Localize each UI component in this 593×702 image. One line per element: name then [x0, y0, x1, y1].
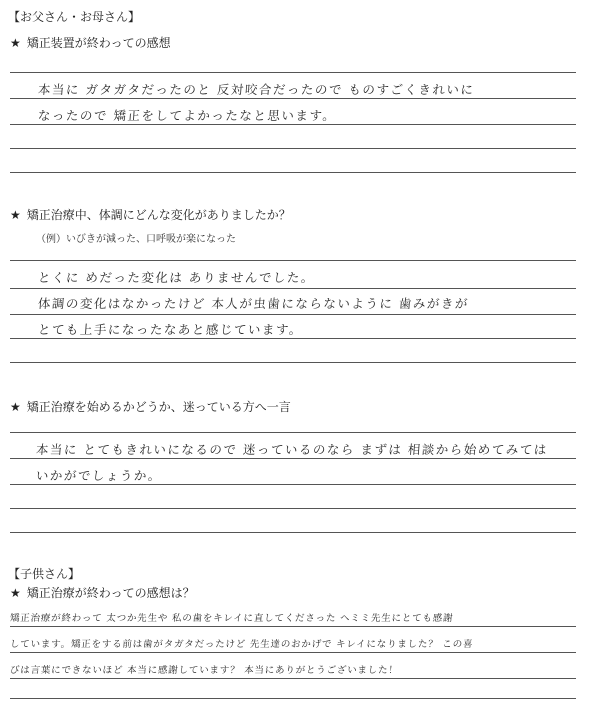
answer-rule — [10, 148, 576, 149]
parents-question-3 — [10, 398, 291, 415]
question-text: 矯正装置が終わっての感想 — [26, 36, 171, 50]
question-text: 矯正治療中、体調にどんな変化がありましたか？ — [26, 208, 291, 222]
question-text: 矯正治療を始めるかどうか、迷っている方へ一言 — [26, 400, 291, 414]
answer-rule — [10, 72, 576, 73]
child-section-label: 【子供さん】 — [8, 567, 81, 581]
answer-rule — [10, 288, 576, 289]
answer-rule — [10, 124, 576, 125]
parents-question-2 — [10, 206, 291, 223]
star-icon: ★ — [10, 586, 21, 600]
handwritten-answer-line: 本当に とてもきれいになるので 迷っているのなら まずは 相談から始めてみては — [35, 442, 549, 457]
handwritten-answer-line: 体調の変化はなかったけど 本人が虫歯にならないように 歯みがきが — [37, 296, 470, 311]
answer-rule — [10, 678, 576, 679]
answer-rule — [10, 98, 576, 99]
answer-rule — [10, 484, 576, 485]
answer-rule — [10, 698, 576, 699]
handwritten-answer-line: びは言葉にできないほど 本当に感謝しています？ 本当にありがとうございました！ — [9, 665, 400, 676]
answer-rule — [10, 432, 576, 433]
handwritten-answer-line: とても上手になったなあと感じています。 — [37, 322, 304, 337]
answer-rule — [10, 362, 576, 363]
answer-rule — [10, 260, 576, 261]
answer-rule — [10, 458, 576, 459]
handwritten-answer-line: なったので 矯正をしてよかったなと思います。 — [37, 108, 337, 123]
answer-rule — [10, 652, 576, 653]
handwritten-answer-line: しています。矯正をする前は歯がタガタだったけど 先生達のおかげで キレイになりました？ この喜 — [9, 639, 474, 650]
handwritten-answer-line: 本当に ガタガタだったのと 反対咬合だったので ものすごくきれいに — [37, 82, 475, 97]
answer-rule — [10, 626, 576, 627]
handwritten-answer-line: 矯正治療が終わって 太つか先生や 私の歯をキレイに直してくださった ヘミミ先生にとても感謝 — [9, 613, 454, 624]
handwritten-answer-line: とくに めだった変化は ありませんでした。 — [37, 270, 316, 285]
answer-rule — [10, 508, 576, 509]
parents-question-1 — [10, 34, 171, 51]
child-question-1 — [10, 584, 195, 601]
handwritten-answer-line: いかがでしょうか。 — [35, 468, 163, 483]
question-text: 矯正治療が終わっての感想は？ — [26, 586, 195, 600]
answer-rule — [10, 314, 576, 315]
question-example: （例）いびきが減った、口呼吸が楽になった — [36, 234, 236, 245]
parents-section-label: 【お父さん・お母さん】 — [8, 10, 141, 24]
answer-rule — [10, 172, 576, 173]
star-icon: ★ — [10, 400, 21, 414]
answer-rule — [10, 338, 576, 339]
star-icon: ★ — [10, 36, 21, 50]
answer-rule — [10, 532, 576, 533]
star-icon: ★ — [10, 208, 21, 222]
